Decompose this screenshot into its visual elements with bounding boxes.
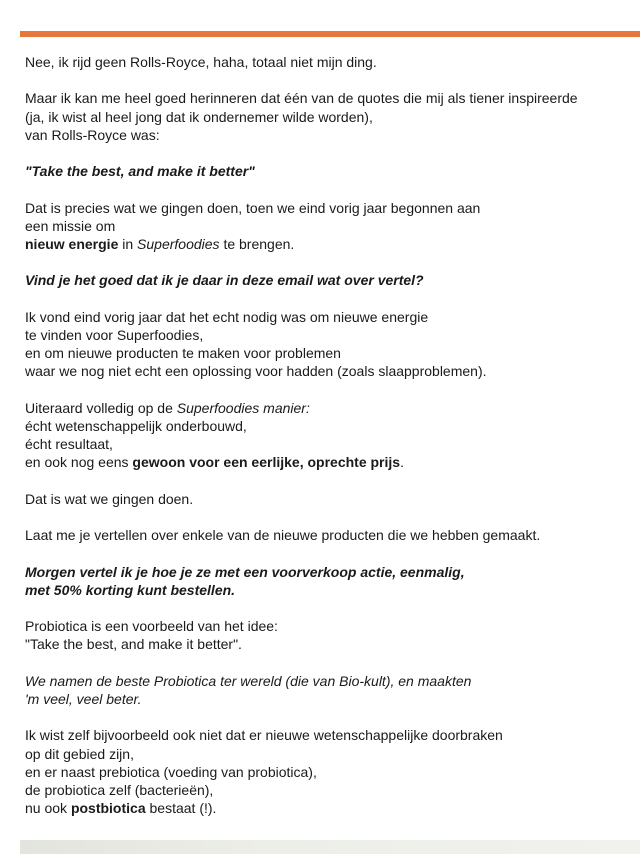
text-line	[25, 690, 625, 708]
paragraph	[25, 490, 625, 508]
text-line	[25, 617, 625, 635]
text-line	[25, 799, 625, 817]
bold-text: gewoon voor een eerlijke, oprechte prijs	[132, 454, 401, 471]
text-line	[25, 726, 625, 744]
text-segment: op dit gebied zijn,	[25, 745, 134, 762]
text-segment: waar we nog niet echt een oplossing voor hadden (zoals slaapproblemen).	[25, 363, 487, 380]
text-segment: Dat is wat we gingen doen.	[25, 490, 194, 507]
bold-italic-text	[25, 582, 235, 598]
paragraph	[25, 199, 625, 254]
emphasis-text: Morgen vertel ik je hoe je ze met een voorverkoop actie, eenmalig,	[25, 563, 465, 580]
paragraph	[25, 89, 625, 144]
text-segment: Nee, ik rijd geen Rolls-Royce, haha, totaal niet mijn ding.	[25, 54, 377, 70]
text-line	[25, 53, 625, 71]
text-line	[25, 781, 625, 799]
text-line	[25, 635, 625, 653]
paragraph	[25, 617, 625, 653]
email-body	[25, 53, 625, 836]
paragraph	[25, 563, 625, 599]
text-line	[25, 217, 625, 235]
bold-text: nieuw energie	[25, 235, 119, 252]
text-line	[25, 162, 625, 180]
text-segment: écht wetenschappelijk onderbouwd,	[25, 417, 247, 434]
text-segment: en er naast prebiotica (voeding van probiotica),	[25, 763, 317, 780]
text-segment: (ja, ik wist al heel jong dat ik ondernemer wilde worden),	[25, 108, 373, 125]
text-line	[25, 308, 625, 326]
text-line	[25, 126, 625, 144]
text-segment: en om nieuwe producten te maken voor problemen	[25, 345, 341, 362]
text-line	[25, 745, 625, 763]
text-line	[25, 417, 625, 435]
text-segment: Ik vond eind vorig jaar dat het echt nodig was om nieuwe energie	[25, 308, 429, 325]
text-segment: Ik wist zelf bijvoorbeeld ook niet dat er nieuwe wetenschappelijke doorbraken	[25, 727, 503, 744]
text-segment: te vinden voor Superfoodies,	[25, 326, 204, 343]
text-segment: nu ook	[25, 800, 71, 817]
text-line	[25, 435, 625, 453]
text-line	[25, 490, 625, 508]
text-segment: Dat is precies wat we gingen doen, toen we eind vorig jaar begonnen aan	[25, 199, 481, 216]
text-line	[25, 399, 625, 417]
text-line	[25, 581, 625, 599]
text-segment: Laat me je vertellen over enkele van de nieuwe producten die we hebben gemaakt.	[25, 527, 541, 544]
text-line	[25, 763, 625, 781]
text-segment: Uiteraard volledig op de	[25, 399, 177, 416]
italic-text: Superfoodies	[137, 235, 220, 252]
text-segment: de probiotica zelf (bacterieën),	[25, 781, 214, 798]
bold-text: postbiotica	[70, 800, 146, 817]
footer-image-strip	[20, 840, 640, 854]
text-segment: écht resultaat,	[25, 436, 113, 453]
text-segment: van Rolls-Royce was:	[25, 126, 160, 143]
text-line	[25, 672, 625, 690]
paragraph	[25, 53, 625, 71]
emphasis-text: Vind je het goed dat ik je daar in deze email wat over vertel?	[25, 272, 424, 289]
text-segment: in	[118, 235, 138, 252]
paragraph	[25, 271, 625, 289]
paragraph	[25, 308, 625, 381]
text-line	[25, 453, 625, 471]
text-segment: een missie om	[25, 217, 116, 234]
paragraph	[25, 726, 625, 817]
text-line	[25, 563, 625, 581]
paragraph	[25, 399, 625, 472]
italic-text: 'm veel, veel beter.	[25, 690, 142, 707]
italic-text: We namen de beste Probiotica ter wereld (die van Bio-kult), en maakten	[25, 672, 472, 689]
italic-text: Superfoodies manier:	[176, 399, 310, 416]
paragraph	[25, 672, 625, 708]
bold-italic-text	[25, 564, 465, 580]
accent-divider	[20, 31, 640, 37]
text-segment: Maar ik kan me heel goed herinneren dat één van de quotes die mij als tiener inspireerde	[25, 90, 578, 107]
emphasis-text: "Take the best, and make it better"	[25, 163, 255, 180]
text-segment: Probiotica is een voorbeeld van het idee:	[25, 618, 278, 635]
text-line	[25, 526, 625, 544]
text-segment: te brengen.	[219, 235, 295, 252]
text-line	[25, 271, 625, 289]
text-line	[25, 199, 625, 217]
text-line	[25, 362, 625, 380]
text-line	[25, 89, 625, 107]
text-line	[25, 235, 625, 253]
bold-italic-text	[25, 163, 255, 179]
paragraph	[25, 162, 625, 180]
text-line	[25, 108, 625, 126]
text-segment: en ook nog eens	[25, 454, 133, 471]
text-segment: "Take the best, and make it better".	[25, 636, 242, 653]
paragraph	[25, 526, 625, 544]
bold-italic-text	[25, 272, 424, 288]
emphasis-text: met 50% korting kunt bestellen.	[25, 581, 236, 598]
text-segment: bestaat (!).	[145, 800, 217, 817]
text-segment: .	[400, 454, 404, 471]
text-line	[25, 326, 625, 344]
text-line	[25, 344, 625, 362]
